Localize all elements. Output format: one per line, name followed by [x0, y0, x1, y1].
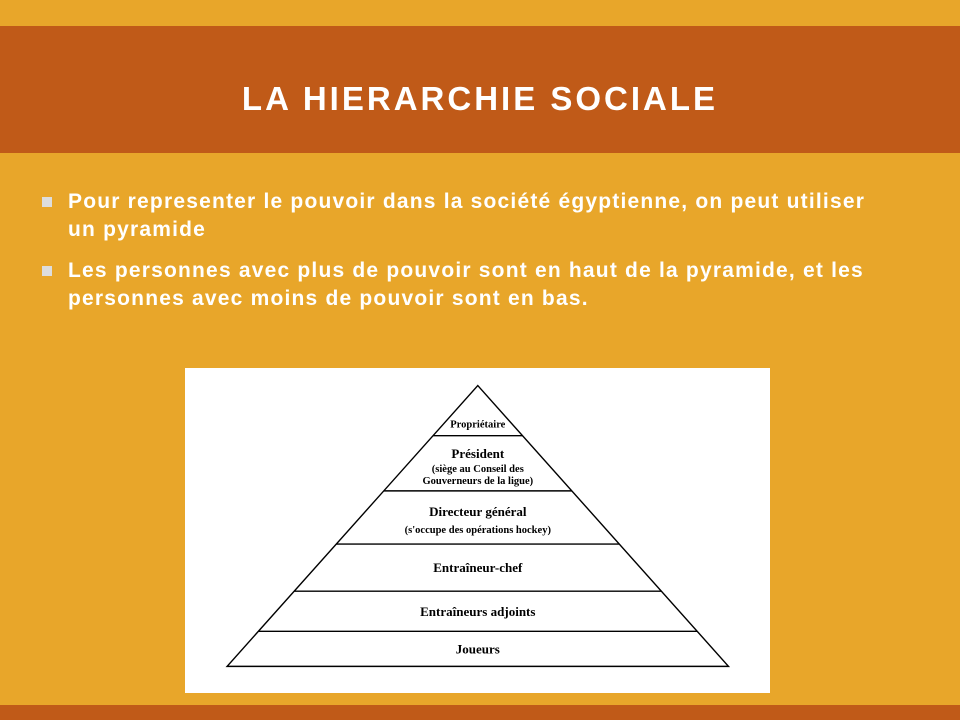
level-sublabel-president-2: Gouverneurs de la ligue)	[422, 475, 533, 487]
pyramid-figure	[185, 368, 770, 693]
slide-title: LA HIERARCHIE SOCIALE	[241, 79, 719, 117]
level-label-entraineurs-adjoints: Entraîneurs adjoints	[419, 603, 536, 619]
title-band	[0, 26, 960, 153]
level-label-president: Président	[451, 445, 504, 461]
level-sublabel-president-1: (siège au Conseil des	[431, 463, 524, 475]
level-label-proprietaire: Propriétaire	[449, 419, 506, 431]
bullet-text: Pour representer le pouvoir dans la société égyptienne, on peut utiliser un pyramide	[68, 190, 866, 242]
bullet-item	[42, 257, 902, 314]
pyramid-diagram	[197, 375, 759, 687]
level-label-joueurs: Joueurs	[455, 640, 500, 656]
bullet-list	[42, 188, 902, 313]
bullet-square-icon	[42, 266, 52, 276]
level-label-directeur-general: Directeur général	[428, 503, 527, 519]
level-label-entraineur-chef: Entraîneur-chef	[432, 559, 523, 575]
level-sublabel-directeur-general: (s'occupe des opérations hockey)	[404, 524, 551, 536]
bullet-text: Les personnes avec plus de pouvoir sont en haut de la pyramide, et les personnes avec moins de pouvoir sont en bas.	[68, 258, 864, 311]
bottom-band	[0, 705, 960, 720]
bullet-item	[42, 188, 902, 245]
bullet-square-icon	[42, 197, 52, 207]
